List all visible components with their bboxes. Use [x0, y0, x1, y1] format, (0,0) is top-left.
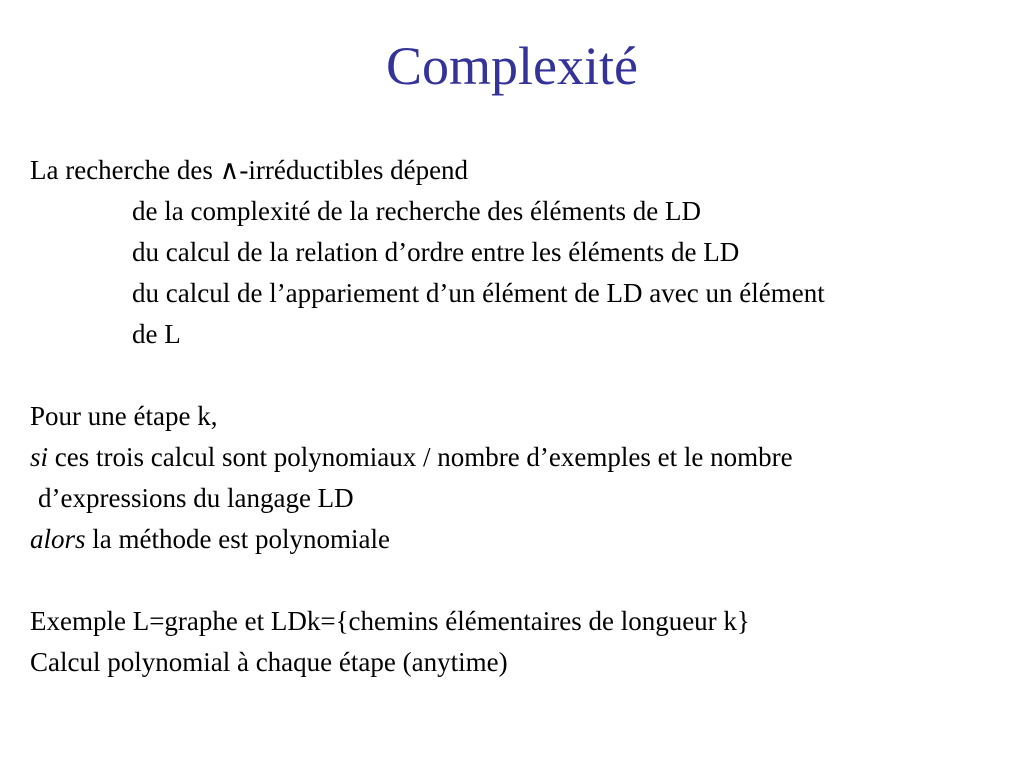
si-line	[30, 437, 1020, 478]
spacer	[30, 355, 1020, 396]
intro-suffix: -irréductibles dépend	[239, 155, 469, 185]
example-line: Exemple L=graphe et LDk={chemins élémentaires de longueur k}	[30, 606, 750, 636]
dependency-item-3: du calcul de l’appariement d’un élément de LD avec un élément	[132, 278, 825, 308]
si-continuation: d’expressions du langage LD	[38, 483, 354, 513]
alors-text: la méthode est polynomiale	[85, 524, 390, 554]
step-line: Pour une étape k,	[30, 401, 218, 431]
intro-line	[30, 150, 1020, 191]
si-keyword: si	[30, 442, 49, 472]
dependency-item-2: du calcul de la relation d’ordre entre les éléments de LD	[132, 237, 740, 267]
slide-body	[30, 150, 1020, 683]
spacer	[30, 560, 1020, 601]
polynomial-line: Calcul polynomial à chaque étape (anytime)	[30, 647, 508, 677]
dependency-item-4: de L	[132, 319, 181, 349]
intro-prefix: La recherche des	[30, 155, 220, 185]
wedge-symbol: ∧	[219, 155, 240, 185]
si-text: ces trois calcul sont polynomiaux / nombre d’exemples et le nombre	[48, 442, 793, 472]
alors-keyword: alors	[30, 524, 86, 554]
slide-title: Complexité	[386, 36, 638, 96]
alors-line	[30, 519, 1020, 560]
dependency-item-1: de la complexité de la recherche des éléments de LD	[132, 196, 701, 226]
